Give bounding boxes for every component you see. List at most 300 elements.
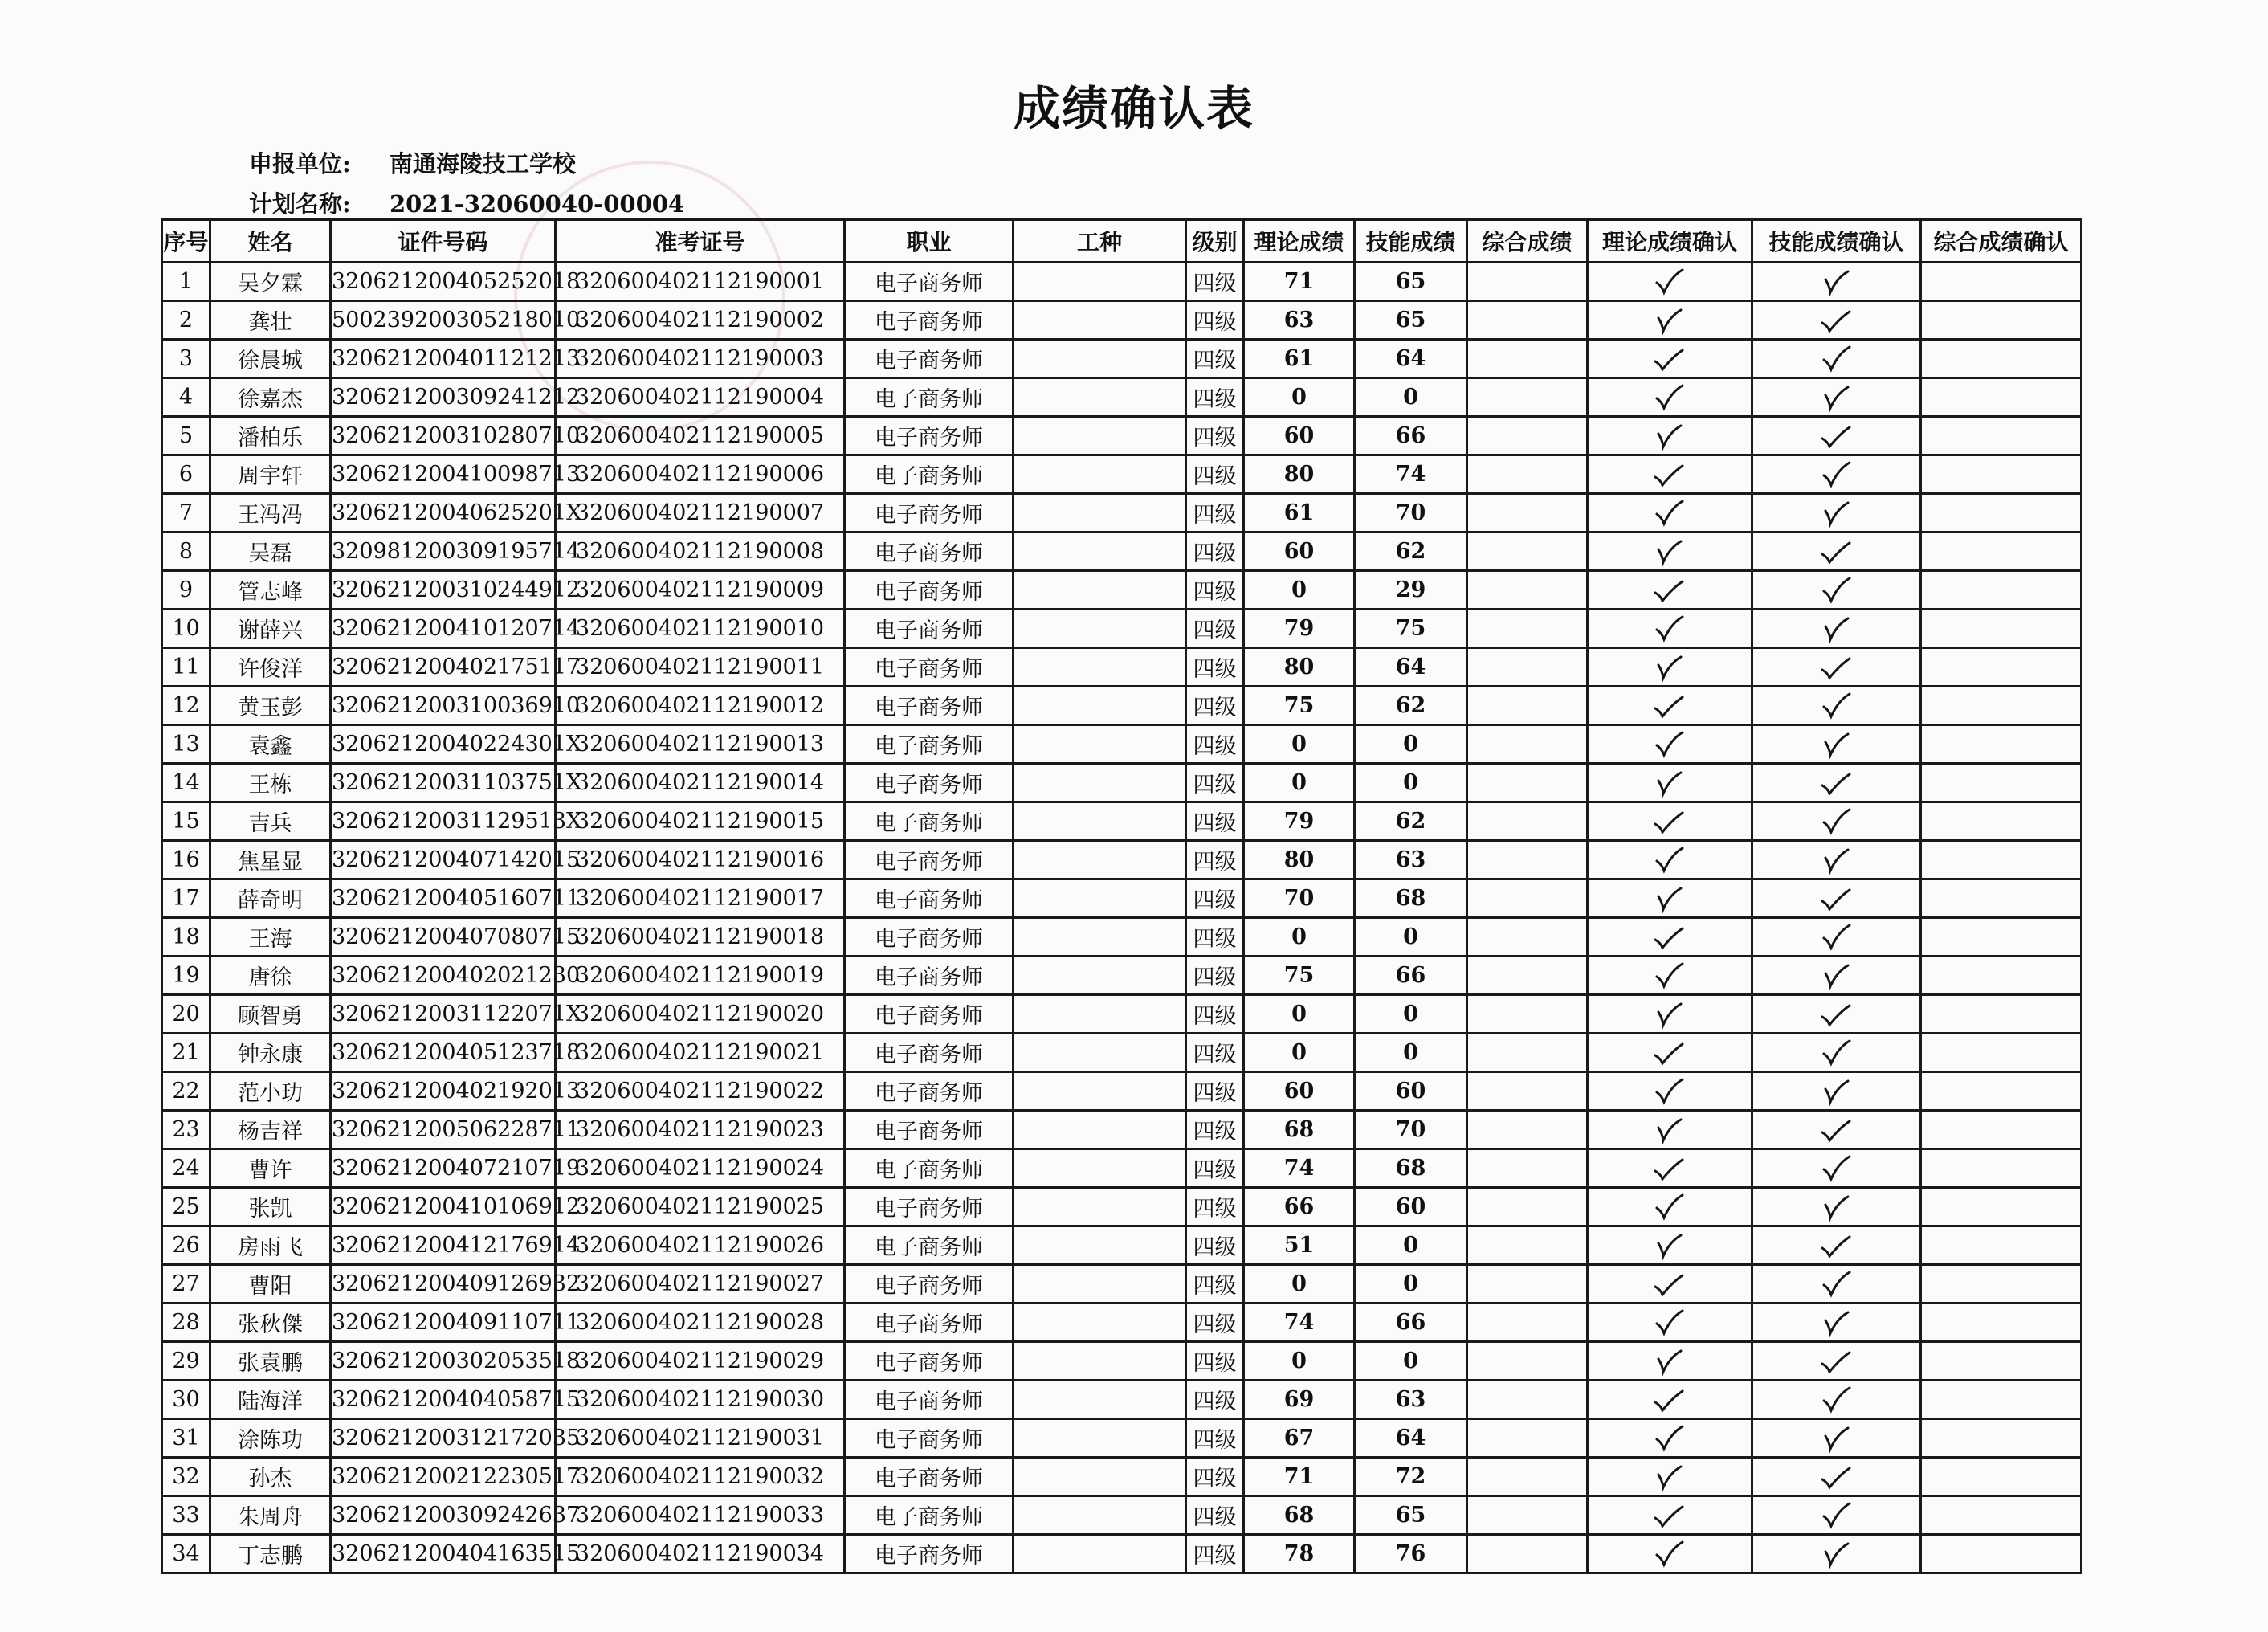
cell-overall-score [1467,1111,1588,1149]
cell-skill-score: 75 [1355,610,1467,648]
cell-overall-confirm [1921,301,2082,340]
cell-theory-score: 68 [1244,1496,1355,1535]
cell-no: 13 [162,725,210,764]
checkmark-icon [1652,1309,1687,1336]
cell-trade [1014,340,1186,378]
cell-name: 唐徐 [210,957,331,995]
table-row [162,1188,2082,1226]
cell-id-number: 320621200405252018 [331,263,556,301]
cell-overall-confirm [1921,995,2082,1034]
cell-theory-confirm [1588,1535,1752,1573]
cell-id-number: 320621200402192013 [331,1072,556,1111]
cell-theory-confirm [1588,532,1752,571]
cell-exam-number: 320600402112190002 [556,301,845,340]
col-header-level: 级别 [1186,220,1244,263]
cell-skill-confirm [1752,571,1921,610]
cell-level: 四级 [1186,879,1244,918]
table-row [162,841,2082,879]
reporting-unit-label: 申报单位: [249,150,351,177]
cell-level: 四级 [1186,995,1244,1034]
cell-id-number: 32062120031129513X [331,802,556,841]
cell-theory-score: 60 [1244,532,1355,571]
plan-name [249,186,684,219]
cell-occupation: 电子商务师 [845,841,1014,879]
cell-level: 四级 [1186,301,1244,340]
cell-overall-confirm [1921,1188,2082,1226]
cell-theory-score: 61 [1244,494,1355,532]
cell-skill-confirm [1752,1188,1921,1226]
cell-id-number: 32062120031103751X [331,764,556,802]
cell-skill-confirm [1752,1381,1921,1419]
cell-trade [1014,918,1186,957]
checkmark-icon [1819,345,1854,373]
cell-exam-number: 320600402112190028 [556,1304,845,1342]
cell-name: 王冯冯 [210,494,331,532]
cell-name: 顾智勇 [210,995,331,1034]
cell-occupation: 电子商务师 [845,687,1014,725]
cell-skill-score: 29 [1355,571,1467,610]
col-header-theory-score: 理论成绩 [1244,220,1355,263]
checkmark-icon [1652,1386,1687,1414]
cell-occupation: 电子商务师 [845,1188,1014,1226]
col-header-overall-score: 综合成绩 [1467,220,1588,263]
cell-name: 焦星显 [210,841,331,879]
checkmark-icon [1652,500,1687,527]
cell-no: 30 [162,1381,210,1419]
cell-level: 四级 [1186,340,1244,378]
cell-overall-confirm [1921,1304,2082,1342]
cell-skill-confirm [1752,1458,1921,1496]
cell-overall-score [1467,1458,1588,1496]
checkmark-icon [1652,1193,1687,1221]
cell-theory-score: 75 [1244,687,1355,725]
cell-overall-score [1467,1265,1588,1304]
col-header-exam-number: 准考证号 [556,220,845,263]
cell-overall-score [1467,764,1588,802]
checkmark-icon [1652,307,1687,334]
cell-name: 丁志鹏 [210,1535,331,1573]
cell-theory-score: 71 [1244,1458,1355,1496]
cell-level: 四级 [1186,1381,1244,1419]
cell-level: 四级 [1186,725,1244,764]
cell-skill-score: 0 [1355,1226,1467,1265]
cell-trade [1014,494,1186,532]
cell-trade [1014,571,1186,610]
cell-level: 四级 [1186,1419,1244,1458]
cell-theory-score: 60 [1244,417,1355,455]
cell-name: 范小玏 [210,1072,331,1111]
cell-overall-confirm [1921,1381,2082,1419]
cell-trade [1014,1188,1186,1226]
checkmark-icon [1652,268,1687,296]
cell-theory-score: 78 [1244,1535,1355,1573]
cell-name: 吉兵 [210,802,331,841]
table-row [162,1304,2082,1342]
cell-theory-score: 67 [1244,1419,1355,1458]
cell-skill-confirm [1752,1304,1921,1342]
cell-overall-confirm [1921,1072,2082,1111]
cell-occupation: 电子商务师 [845,532,1014,571]
checkmark-icon [1652,461,1687,488]
cell-exam-number: 320600402112190021 [556,1034,845,1072]
cell-overall-confirm [1921,378,2082,417]
cell-trade [1014,263,1186,301]
cell-overall-score [1467,1072,1588,1111]
cell-theory-confirm [1588,1149,1752,1188]
cell-occupation: 电子商务师 [845,1419,1014,1458]
cell-overall-score [1467,1496,1588,1535]
cell-no: 17 [162,879,210,918]
checkmark-icon [1652,1540,1687,1568]
cell-name: 陆海洋 [210,1381,331,1419]
cell-skill-score: 66 [1355,1304,1467,1342]
cell-theory-confirm [1588,455,1752,494]
cell-skill-score: 0 [1355,1342,1467,1381]
cell-theory-confirm [1588,1496,1752,1535]
reporting-unit-value: 南通海陵技工学校 [390,150,577,177]
cell-skill-score: 70 [1355,1111,1467,1149]
cell-occupation: 电子商务师 [845,879,1014,918]
cell-skill-score: 0 [1355,995,1467,1034]
cell-theory-confirm [1588,648,1752,687]
checkmark-icon [1819,808,1854,835]
cell-exam-number: 320600402112190025 [556,1188,845,1226]
cell-exam-number: 320600402112190003 [556,340,845,378]
checkmark-icon [1652,731,1687,758]
cell-theory-score: 75 [1244,957,1355,995]
cell-exam-number: 320600402112190032 [556,1458,845,1496]
cell-overall-score [1467,687,1588,725]
cell-skill-confirm [1752,1034,1921,1072]
cell-level: 四级 [1186,610,1244,648]
cell-level: 四级 [1186,687,1244,725]
cell-no: 9 [162,571,210,610]
cell-skill-confirm [1752,263,1921,301]
cell-exam-number: 320600402112190019 [556,957,845,995]
cell-skill-confirm [1752,725,1921,764]
cell-skill-confirm [1752,455,1921,494]
col-header-id-number: 证件号码 [331,220,556,263]
checkmark-icon [1652,769,1687,797]
table-row [162,879,2082,918]
cell-theory-confirm [1588,1072,1752,1111]
checkmark-icon [1652,422,1687,450]
cell-overall-confirm [1921,610,2082,648]
cell-trade [1014,417,1186,455]
checkmark-icon [1652,847,1687,874]
cell-level: 四级 [1186,1188,1244,1226]
checkmark-icon [1819,500,1854,527]
table-row [162,1458,2082,1496]
cell-overall-confirm [1921,263,2082,301]
cell-level: 四级 [1186,1535,1244,1573]
cell-occupation: 电子商务师 [845,1535,1014,1573]
cell-skill-score: 64 [1355,648,1467,687]
plan-name-value: 2021-32060040-00004 [390,190,685,218]
cell-name: 吴夕霖 [210,263,331,301]
cell-theory-score: 66 [1244,1188,1355,1226]
cell-skill-confirm [1752,532,1921,571]
cell-id-number: 320621200401121213 [331,340,556,378]
cell-theory-confirm [1588,340,1752,378]
table-row [162,995,2082,1034]
cell-occupation: 电子商务师 [845,802,1014,841]
cell-no: 29 [162,1342,210,1381]
table-header-row [162,220,2082,263]
cell-overall-score [1467,263,1588,301]
cell-occupation: 电子商务师 [845,610,1014,648]
cell-trade [1014,610,1186,648]
cell-no: 5 [162,417,210,455]
cell-overall-score [1467,995,1588,1034]
checkmark-icon [1652,1039,1687,1067]
cell-occupation: 电子商务师 [845,957,1014,995]
cell-skill-confirm [1752,687,1921,725]
cell-trade [1014,957,1186,995]
cell-name: 薛奇明 [210,879,331,918]
cell-id-number: 320621200310280710 [331,417,556,455]
cell-name: 房雨飞 [210,1226,331,1265]
cell-occupation: 电子商务师 [845,571,1014,610]
table-row [162,725,2082,764]
checkmark-icon [1819,1271,1854,1298]
cell-level: 四级 [1186,918,1244,957]
cell-skill-confirm [1752,841,1921,879]
cell-no: 16 [162,841,210,879]
cell-theory-score: 0 [1244,1342,1355,1381]
cell-exam-number: 320600402112190016 [556,841,845,879]
cell-theory-score: 80 [1244,455,1355,494]
cell-theory-confirm [1588,918,1752,957]
cell-overall-confirm [1921,1419,2082,1458]
score-confirmation-table [161,218,2082,1574]
cell-overall-score [1467,841,1588,879]
cell-trade [1014,648,1186,687]
cell-skill-score: 62 [1355,802,1467,841]
cell-theory-confirm [1588,571,1752,610]
cell-id-number: 320621200506228711 [331,1111,556,1149]
cell-skill-score: 0 [1355,918,1467,957]
cell-overall-score [1467,1419,1588,1458]
cell-skill-score: 76 [1355,1535,1467,1573]
cell-level: 四级 [1186,1072,1244,1111]
cell-exam-number: 320600402112190004 [556,378,845,417]
cell-overall-score [1467,1226,1588,1265]
table-row [162,918,2082,957]
cell-trade [1014,1034,1186,1072]
cell-trade [1014,1111,1186,1149]
cell-skill-confirm [1752,1149,1921,1188]
cell-trade [1014,1072,1186,1111]
cell-id-number: 320621200309242637 [331,1496,556,1535]
cell-exam-number: 320600402112190006 [556,455,845,494]
cell-overall-confirm [1921,648,2082,687]
cell-exam-number: 320600402112190029 [556,1342,845,1381]
cell-trade [1014,378,1186,417]
checkmark-icon [1652,654,1687,681]
cell-trade [1014,1149,1186,1188]
checkmark-icon [1652,1232,1687,1259]
cell-exam-number: 320600402112190022 [556,1072,845,1111]
cell-trade [1014,879,1186,918]
cell-exam-number: 320600402112190026 [556,1226,845,1265]
cell-skill-score: 68 [1355,1149,1467,1188]
cell-id-number: 320621200412176914 [331,1226,556,1265]
cell-level: 四级 [1186,417,1244,455]
cell-overall-confirm [1921,417,2082,455]
cell-overall-score [1467,340,1588,378]
cell-occupation: 电子商务师 [845,263,1014,301]
checkmark-icon [1819,731,1854,758]
cell-occupation: 电子商务师 [845,1342,1014,1381]
checkmark-icon [1819,577,1854,604]
cell-exam-number: 320600402112190034 [556,1535,845,1573]
cell-overall-confirm [1921,1496,2082,1535]
cell-occupation: 电子商务师 [845,1265,1014,1304]
cell-no: 2 [162,301,210,340]
cell-name: 谢薛兴 [210,610,331,648]
cell-no: 8 [162,532,210,571]
cell-theory-confirm [1588,494,1752,532]
cell-trade [1014,1265,1186,1304]
cell-theory-confirm [1588,1381,1752,1419]
cell-level: 四级 [1186,494,1244,532]
table-row [162,1265,2082,1304]
table-row [162,802,2082,841]
cell-occupation: 电子商务师 [845,378,1014,417]
cell-id-number: 320621200407142015 [331,841,556,879]
checkmark-icon [1819,615,1854,643]
checkmark-icon [1819,1039,1854,1067]
table-row [162,417,2082,455]
cell-exam-number: 320600402112190017 [556,879,845,918]
cell-name: 王海 [210,918,331,957]
cell-theory-confirm [1588,879,1752,918]
cell-overall-confirm [1921,532,2082,571]
cell-id-number: 320621200405123718 [331,1034,556,1072]
cell-skill-confirm [1752,417,1921,455]
cell-occupation: 电子商务师 [845,1072,1014,1111]
cell-trade [1014,455,1186,494]
cell-id-number: 320621200405160711 [331,879,556,918]
cell-id-number: 320981200309195714 [331,532,556,571]
cell-name: 周宇轩 [210,455,331,494]
cell-id-number: 320621200410120714 [331,610,556,648]
cell-trade [1014,1226,1186,1265]
checkmark-icon [1652,538,1687,565]
cell-overall-confirm [1921,802,2082,841]
cell-theory-score: 80 [1244,648,1355,687]
cell-skill-confirm [1752,1419,1921,1458]
checkmark-icon [1819,461,1854,488]
checkmark-icon [1652,1271,1687,1298]
cell-skill-score: 66 [1355,957,1467,995]
table-row [162,1496,2082,1535]
cell-exam-number: 320600402112190031 [556,1419,845,1458]
cell-trade [1014,1496,1186,1535]
cell-occupation: 电子商务师 [845,301,1014,340]
cell-skill-score: 62 [1355,687,1467,725]
cell-skill-score: 64 [1355,1419,1467,1458]
cell-exam-number: 320600402112190024 [556,1149,845,1188]
cell-id-number: 32062120040224301X [331,725,556,764]
cell-level: 四级 [1186,1342,1244,1381]
cell-theory-score: 0 [1244,995,1355,1034]
cell-occupation: 电子商务师 [845,1458,1014,1496]
cell-theory-confirm [1588,301,1752,340]
cell-no: 18 [162,918,210,957]
cell-trade [1014,1458,1186,1496]
cell-overall-confirm [1921,1535,2082,1573]
cell-skill-score: 0 [1355,1265,1467,1304]
cell-exam-number: 320600402112190010 [556,610,845,648]
checkmark-icon [1819,692,1854,720]
cell-trade [1014,802,1186,841]
cell-occupation: 电子商务师 [845,340,1014,378]
cell-overall-confirm [1921,1265,2082,1304]
cell-theory-confirm [1588,1111,1752,1149]
cell-theory-confirm [1588,1265,1752,1304]
checkmark-icon [1652,924,1687,951]
cell-theory-score: 60 [1244,1072,1355,1111]
cell-theory-confirm [1588,957,1752,995]
checkmark-icon [1652,615,1687,643]
cell-level: 四级 [1186,571,1244,610]
cell-level: 四级 [1186,802,1244,841]
cell-theory-score: 74 [1244,1304,1355,1342]
document-title: 成绩确认表 [1013,81,1254,136]
table-row [162,1034,2082,1072]
cell-theory-score: 79 [1244,610,1355,648]
cell-exam-number: 320600402112190013 [556,725,845,764]
checkmark-icon [1819,268,1854,296]
table-row [162,1419,2082,1458]
cell-name: 龚壮 [210,301,331,340]
cell-id-number: 320621200404163515 [331,1535,556,1573]
cell-id-number: 500239200305218010 [331,301,556,340]
checkmark-icon [1652,962,1687,989]
checkmark-icon [1819,1155,1854,1182]
cell-skill-confirm [1752,1496,1921,1535]
cell-theory-score: 0 [1244,1034,1355,1072]
cell-skill-confirm [1752,648,1921,687]
checkmark-icon [1819,885,1854,912]
cell-theory-score: 0 [1244,378,1355,417]
cell-overall-confirm [1921,1034,2082,1072]
cell-id-number: 320621200309241212 [331,378,556,417]
cell-no: 32 [162,1458,210,1496]
cell-id-number: 320621200302053518 [331,1342,556,1381]
cell-name: 潘柏乐 [210,417,331,455]
table-row [162,1149,2082,1188]
checkmark-icon [1819,1348,1854,1375]
cell-overall-score [1467,648,1588,687]
cell-theory-confirm [1588,610,1752,648]
cell-skill-score: 65 [1355,301,1467,340]
cell-no: 28 [162,1304,210,1342]
cell-overall-score [1467,378,1588,417]
cell-overall-confirm [1921,1149,2082,1188]
cell-theory-confirm [1588,764,1752,802]
cell-no: 1 [162,263,210,301]
cell-trade [1014,1304,1186,1342]
checkmark-icon [1652,577,1687,604]
cell-id-number: 32062120031122071X [331,995,556,1034]
cell-theory-confirm [1588,417,1752,455]
table-row [162,532,2082,571]
cell-no: 24 [162,1149,210,1188]
cell-overall-score [1467,725,1588,764]
